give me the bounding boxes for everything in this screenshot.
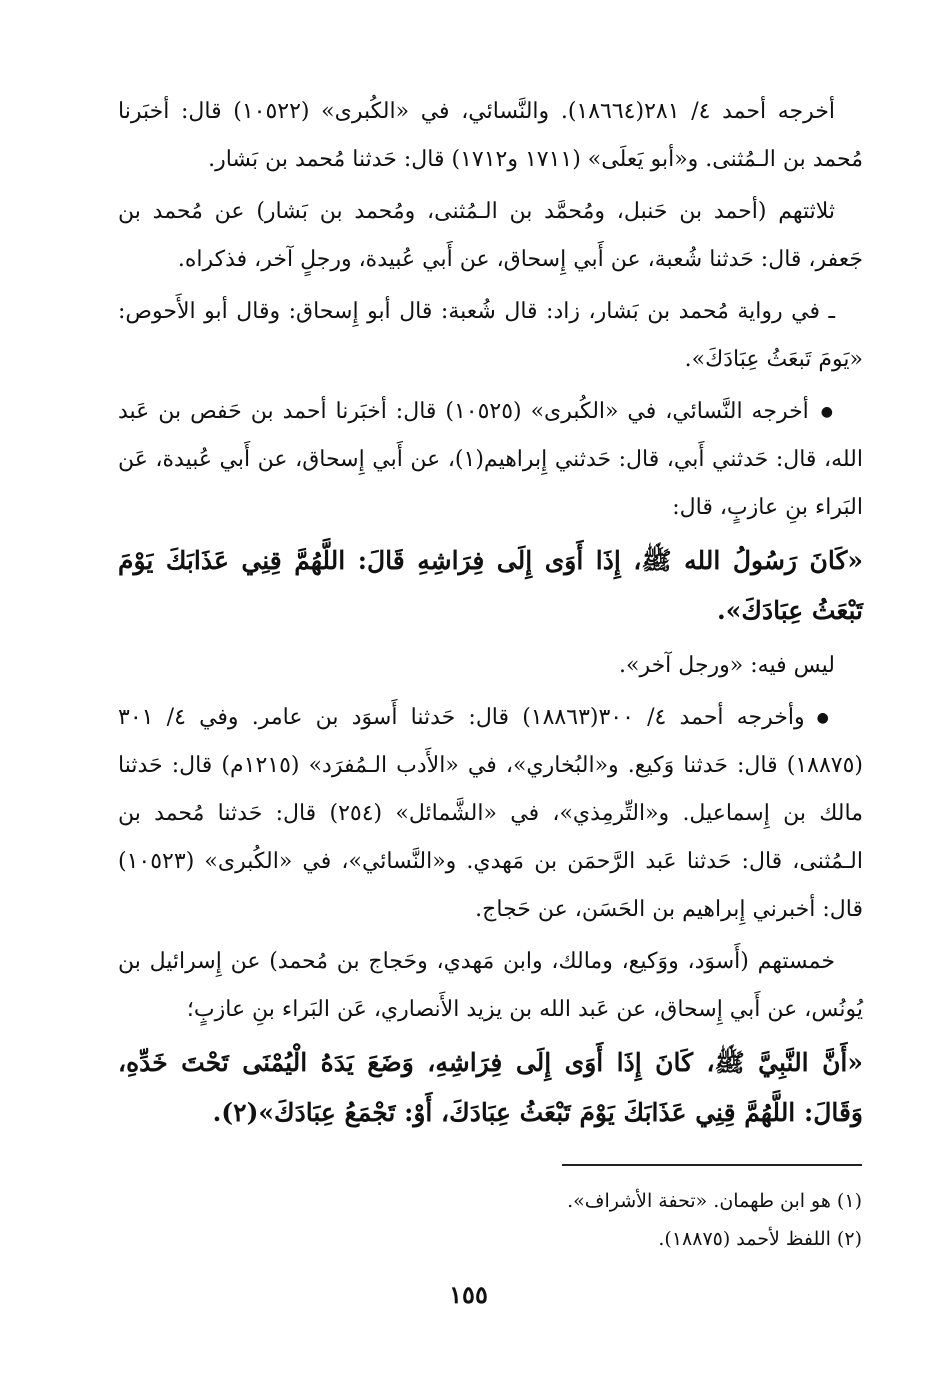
paragraph-riwaya-note: ـ في رواية مُحمد بن بَشار، زاد: قال شُعبة: قال أبو إِسحاق: وقال أبو الأَحوص: «يَومَ تَبعَثُ عِبَادَكَ». — [118, 299, 863, 372]
bullet-icon — [805, 705, 835, 730]
paragraph-takhrij-2 — [118, 388, 863, 532]
paragraph-isnad-1: ثلاثتهم (أحمد بن حَنبل، ومُحمَّد بن الـمُثنى، ومُحمد بن بَشار) عن مُحمد بن جَعفر، قال: حَدثنا شُعبة، عن أَبي إِسحاق، عن أَبي عُبيدة، ورجلٍ آخر، فذكراه. — [118, 199, 863, 272]
footnotes — [117, 1182, 862, 1258]
page-body — [118, 88, 863, 1144]
paragraph-isnad-2: خمستهم (أَسوَد، ووَكيع، ومالك، وابن مَهدي، وحَجاج بن مُحمد) عن إِسرائيل بن يُونُس، عن أَبي إِسحاق، عن عَبد الله بن يزيد الأَنصاري، عَن البَراء بنِ عازبٍ؛ — [118, 949, 863, 1022]
paragraph-takhrij-3 — [118, 694, 863, 934]
page-number: ١٥٥ — [449, 1280, 488, 1309]
footnote-1: (١) هو ابن طهمان. «تحفة الأشراف». — [567, 1190, 862, 1212]
paragraph-difference-note: ليس فيه: «ورجل آخر». — [618, 653, 835, 678]
bullet-icon — [809, 399, 835, 424]
hadith-text-1: «كَانَ رَسُولُ الله ﷺ، إِذَا أَوَى إِلَى فِرَاشِهِ قَالَ: اللَّهُمَّ قِنِي عَذَابَكَ يَوْمَ تَبْعَثُ عِبَادَكَ». — [118, 546, 863, 625]
paragraph-takhrij-2-text: أخرجه النَّسائي، في «الكُبرى» (١٠٥٢٥) قال: أخبَرنا أحمد بن حَفص بن عَبد الله، قال: حَدثني أَبي، قال: حَدثني إِبراهيم(١)، عن أَبي إِسحاق، عن أَبي عُبيدة، عَن البَراء بنِ عازبٍ، قال: — [118, 399, 863, 520]
paragraph-takhrij-1: أخرجه أحمد ٤/ ٢٨١(١٨٦٦٤). والنَّسائي، في «الكُبرى» (١٠٥٢٢) قال: أخبَرنا مُحمد بن الـمُثنى. و«أبو يَعلَى» (١٧١١ و١٧١٢) قال: حَدثنا مُحمد بن بَشار. — [118, 99, 863, 172]
hadith-text-2: «أَنَّ النَّبِيَّ ﷺ، كَانَ إِذَا أَوَى إِلَى فِرَاشِهِ، وَضَعَ يَدَهُ الْيُمْنَى تَحْتَ خَدِّهِ، وَقَالَ: اللَّهُمَّ قِنِي عَذَابَكَ يَوْمَ تَبْعَثُ عِبَادَكَ، أَوْ: تَجْمَعُ عِبَادَكَ»(٢). — [118, 1048, 863, 1127]
footnote-2: (٢) اللفظ لأحمد (١٨٨٧٥). — [658, 1228, 862, 1250]
footnote-separator — [562, 1164, 862, 1166]
paragraph-takhrij-3-text: وأخرجه أحمد ٤/ ٣٠٠(١٨٨٦٣) قال: حَدثنا أَسوَد بن عامر. وفي ٤/ ٣٠١ (١٨٨٧٥) قال: حَدثنا وَكيع. و«البُخاري»، في «الأَدب الـمُفرَد» (١٢١٥م) قال: حَدثنا مالك بن إِسماعيل. و«التِّرمِذي»، في «الشَّمائل» (٢٥٤) قال: حَدثنا مُحمد بن الـمُثنى، قال: حَدثنا عَبد الرَّحمَن بن مَهدي. و«النَّسائي»، في «الكُبرى» (١٠٥٢٣) قال: أخبرني إِبراهيم بن الحَسَن، عن حَجاج. — [118, 705, 863, 922]
